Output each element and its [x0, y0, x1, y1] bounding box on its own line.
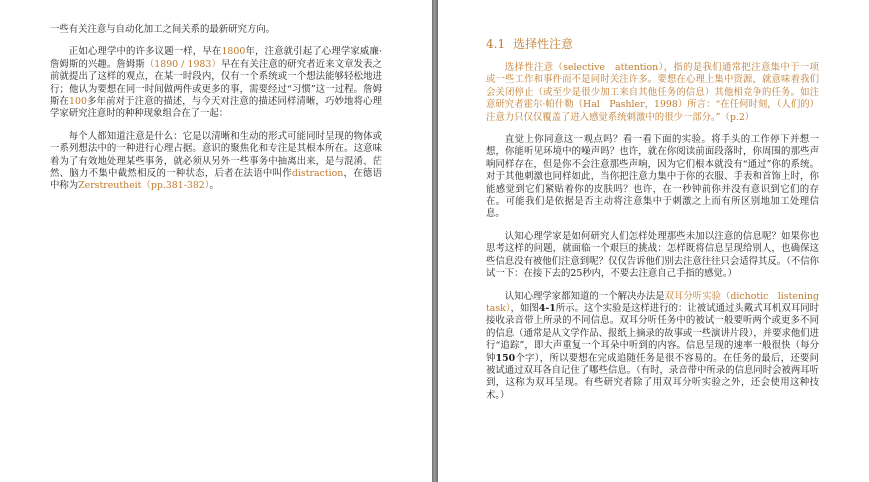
term-dichotic-listening: 双耳分听实验（dichotic listening task） — [486, 290, 829, 314]
left-page — [0, 0, 432, 482]
section-heading — [486, 36, 819, 52]
section-number: 4.1 — [486, 37, 506, 51]
intuition-paragraph: 直觉上你同意这一观点吗？看一看下面的实验。将手头的工作停下并想一想，你能听见环境中的噪声吗？也许，就在你阅读前面段落时，你周围的那些声响同样存在，但是你不会注意那些声响，因为它们根本就没有“通过”你的系统。对于其他刺激也同样如此，当你把注意力集中于你的衣服、手表和首饰上时，你能感觉到它们紧贴着你的皮肤吗？也许，在一秒钟前你并没有意识到它们的存在。可能我们是依据是否主动将注意集中于刺激之上而有所区别地加工处理信息。 — [486, 134, 819, 220]
year-highlight: 1800 — [221, 46, 246, 58]
text-run: 。 — [209, 180, 219, 192]
dichotic-paragraph — [486, 290, 829, 403]
figure-ref: 4-1 — [538, 302, 556, 314]
right-page — [438, 0, 869, 482]
term-zerstreutheit: Zerstreutheit — [78, 180, 142, 192]
text-run: 所示。这个实验是这样进行的：让被试通过头戴式耳机双耳同时接收录音带上所录的不同信息。双耳分听任务中的被试一般要听两个或更多不同的信息（通常是从文学作品、报纸上摘录的故事或一些演讲片段），并要求他们进行“追踪”，即大声重复一个耳朵中听到的内容。信息呈现的速率一般很快（每分钟 — [486, 302, 819, 364]
citation: （pp.381-382） — [141, 180, 210, 192]
rate-number: 150 — [495, 352, 516, 364]
text-run: ，如图 — [510, 302, 539, 314]
text-run: 年，注意就引起了心理学家威廉·詹姆斯的兴趣。詹姆斯 — [50, 46, 382, 70]
james-paragraph — [50, 46, 382, 120]
james-quote-paragraph — [50, 131, 382, 193]
text-run: ，在德语中称为 — [50, 168, 382, 192]
challenge-paragraph: 认知心理学家是如何研究人们怎样处理那些未加以注意的信息呢？如果你也思考这样的问题，就面临一个艰巨的挑战：怎样既将信息呈现给别人，也确保这些信息没有被他们注意到呢？仅仅告诉他们别去注意往往只会适得其反。（不信你试一下：在接下去的25秒内，不要去注意自己手指的感觉。） — [486, 230, 819, 280]
section-title: 选择性注意 — [513, 37, 574, 51]
text-run: 早在有关注意的研究者近来文章发表之前就提出了这样的观点，在某一时段内，仅有一个系统或一个想法能够轻松地进行；他认为要想在同一时间做两件或更多的事，需要经过“习惯”这一过程。詹姆斯在 — [50, 58, 382, 108]
definition-paragraph: 选择性注意（selective attention），指的是我们通常把注意集中于一项或一些工作和事件而不是同时关注许多。要想在心理上集中资源，就意味着我们会关闭停止（或至少是很少加工来自其他任务的信息）其他相竞争的任务。如注意研究者霍尔·帕什勒（Hal Pashler，1998）所言：“在任何时刻，（人们的）注意力只仅仅覆盖了进入感觉系统刺激中的很少一部分。”（p.2） — [486, 62, 819, 123]
text-run: 多年前对于注意的描述，与今天对注意的描述同样清晰，巧妙地将心理学家研究注意时的种种现象组合在了一起： — [50, 96, 382, 120]
term-distraction: distraction — [291, 168, 344, 180]
lead-paragraph: 一些有关注意与自动化加工之间关系的最新研究方向。 — [50, 24, 276, 35]
text-run: 个字），所以要想在完成追随任务是很不容易的。在任务的最后，还要问被试通过双耳各自记住了哪些信息。（有时，录音带中所录的信息同时会被两耳听到，这称为双耳呈现。有些研究者除了用双耳分听实验之外，还会使用这种技术。） — [486, 352, 819, 401]
text-run: 正如心理学中的许多议题一样，早在 — [68, 46, 222, 58]
year-highlight: 100 — [69, 96, 87, 108]
text-run: 认知心理学家都知道的一个解决办法是 — [504, 290, 665, 302]
text-run: 每个人都知道注意是什么：它是以清晰和生动的形式可能同时呈现的物体或一系列想法中的一种进行心理占据。意识的聚焦化和专注是其根本所在。这意味着为了有效地处理某些事务，就必须从另外一些事务中抽离出来，是与混淆、茫然、脑力不集中截然相反的一种状态，后者在法语中叫作 — [50, 130, 382, 180]
citation: （1890 / 1983） — [144, 58, 221, 70]
